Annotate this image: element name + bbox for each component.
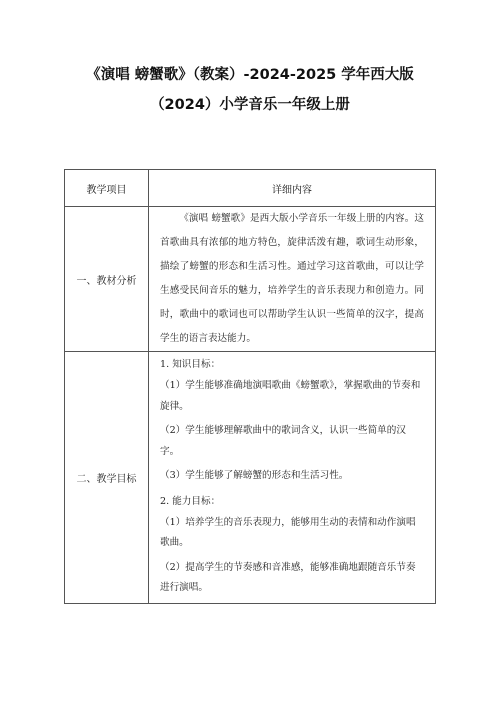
- knowledge-goal-item: （2）学生能够理解歌曲中的歌词含义，认识一些简单的汉字。: [160, 425, 406, 457]
- header-teaching-item: 教学项目: [65, 170, 149, 207]
- table-header-row: [65, 170, 436, 207]
- material-analysis-cell: [149, 207, 436, 352]
- lesson-plan-table: [64, 169, 436, 604]
- knowledge-goal-item: （3）学生能够了解螃蟹的形态和生活习性。: [160, 470, 349, 481]
- knowledge-goal-item: （1）学生能够准确地演唱歌曲《螃蟹歌》，掌握歌曲的节奏和旋律。: [160, 380, 421, 412]
- document-title-line-1: 《演唱 螃蟹歌》（教案）-2024-2025 学年西大版: [86, 67, 414, 83]
- row-label-material-analysis: 一、教材分析: [65, 207, 149, 352]
- knowledge-goals-heading: 1. 知识目标：: [160, 359, 221, 370]
- teaching-goals-content: [149, 354, 435, 599]
- teaching-goals-cell: [149, 352, 436, 604]
- table-row: [65, 352, 436, 604]
- material-analysis-text: 《演唱 螃蟹歌》是西大版小学音乐一年级上册的内容。这首歌曲具有浓郁的地方特色，旋律活泼有趣，歌词生动形象，描绘了螃蟹的形态和生活习性。通过学习这首歌曲，可以让学生感受民间音乐的魅力，培养学生的音乐表现力和创造力。同时，歌曲中的歌词也可以帮助学生认识一些简单的汉字，提高学生的语言表达能力。: [160, 213, 424, 344]
- row-label-teaching-goals: 二、教学目标: [65, 352, 149, 604]
- table-row: [65, 207, 436, 352]
- document-title-line-2: （2024）小学音乐一年级上册: [150, 97, 350, 113]
- ability-goal-item: （1）培养学生的音乐表现力，能够用生动的表情和动作演唱歌曲。: [160, 516, 416, 548]
- ability-goals-heading: 2. 能力目标：: [160, 495, 221, 507]
- header-detail-content: 详细内容: [149, 170, 436, 207]
- ability-goal-item: （2）提高学生的节奏感和音准感，能够准确地跟随音乐节奏进行演唱。: [160, 561, 416, 593]
